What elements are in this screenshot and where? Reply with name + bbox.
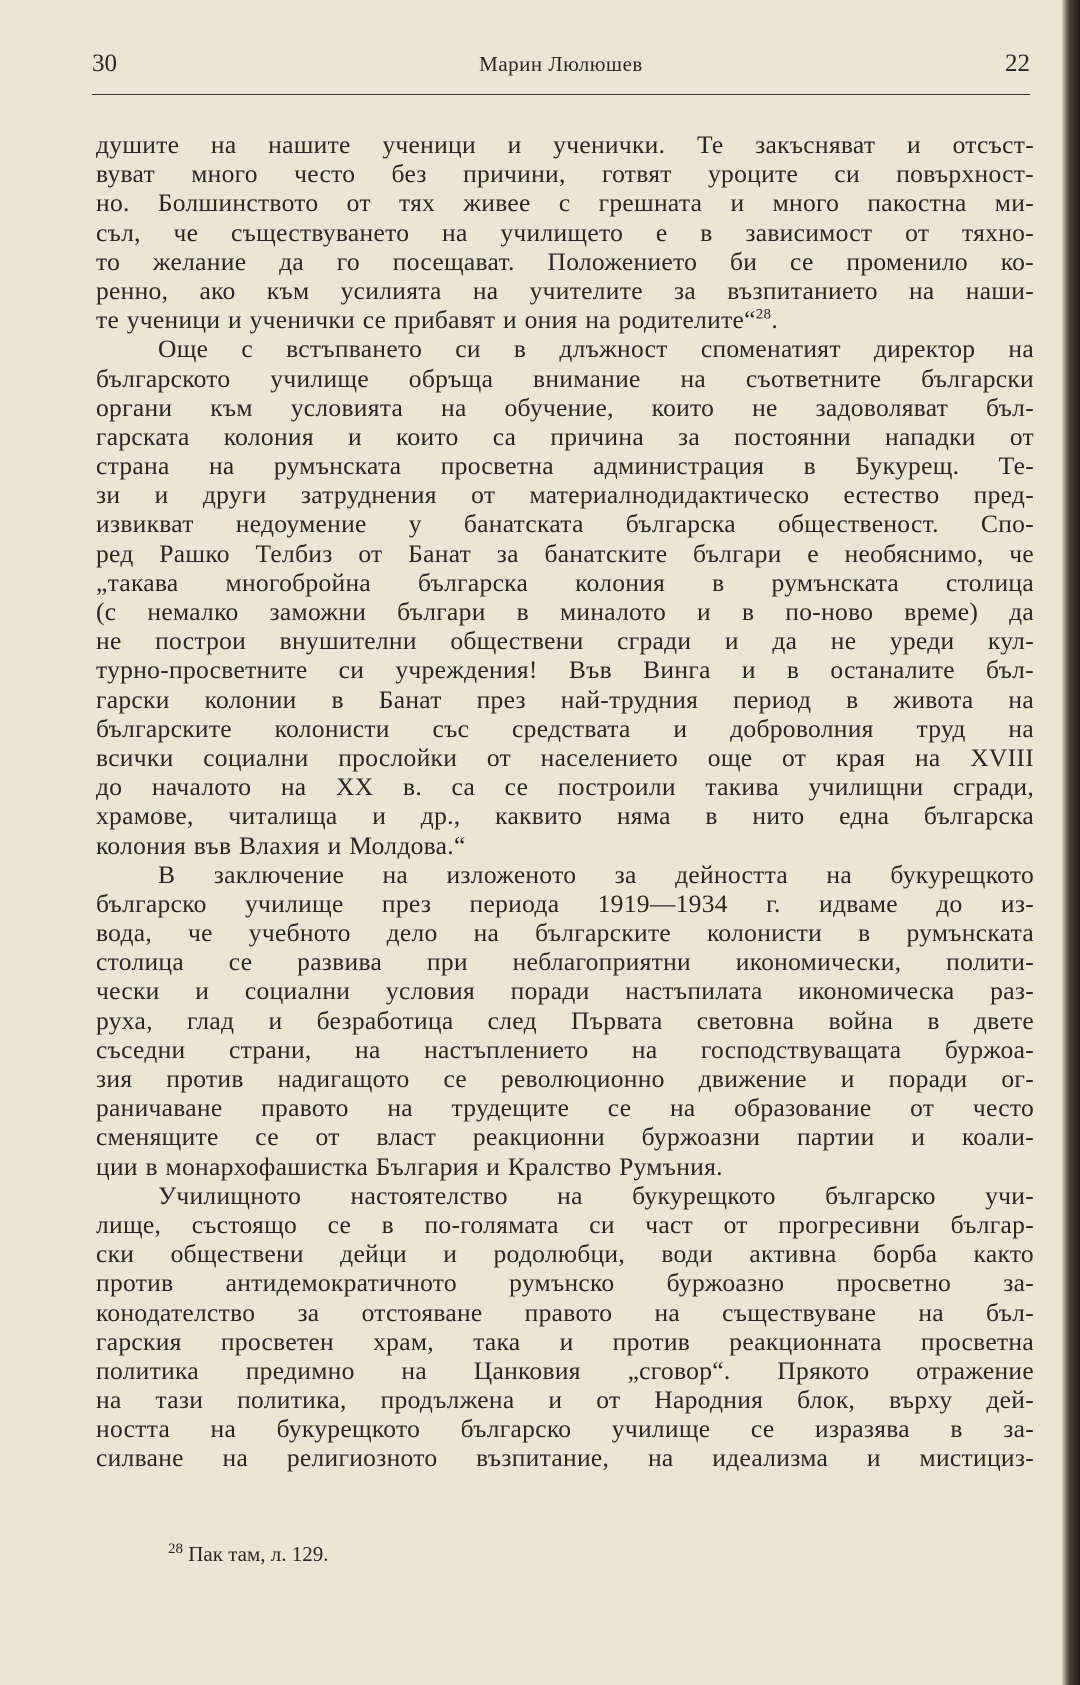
text-line: колония във Влахия и Молдова.“ xyxy=(96,830,466,860)
text-line: силване на религиозното възпитание, на идеализма и мистициз- xyxy=(96,1443,1034,1473)
paragraph-start-line: Училищното настоятелство на букурещкото българско учи- xyxy=(158,1180,1034,1210)
text-line: българското училище обръща внимание на съответните български xyxy=(96,363,1034,393)
text-line: извикват недоумение у банатската българска общественост. Спо- xyxy=(96,509,1034,539)
text-line: ред Рашко Телбиз от Банат за банатските българи е необяснимо, че xyxy=(96,538,1034,568)
footnote-reference: 28 xyxy=(755,306,772,323)
text-line: българско училище през периода 1919—1934 г. идваме до из- xyxy=(96,888,1034,918)
text-line: руха, глад и безработица след Първата световна война в двете xyxy=(96,1005,1034,1035)
text-line: до началото на XX в. са се построили такива училищни сгради, xyxy=(96,772,1034,802)
text-line: ността на букурещкото българско училище се изразява в за- xyxy=(96,1414,1034,1444)
text-line: душите на нашите ученици и ученички. Те закъсняват и отсъст- xyxy=(96,130,1034,159)
text-line: лище, състоящо се в по-голямата си част от прогресивни българ- xyxy=(96,1209,1034,1239)
footnote-marker: 28 xyxy=(168,1541,183,1557)
running-title: Марин Люлюшев xyxy=(479,52,643,76)
text-line: ренно, ако към усилията на учителите за възпитанието на наши- xyxy=(96,275,1034,305)
text-line: съседни страни, на настъплението на господствуващата буржоа- xyxy=(96,1034,1034,1064)
page-header xyxy=(92,50,1030,90)
text-line: гарски колонии в Банат през най-трудния период в живота на xyxy=(96,684,1034,714)
text-line: турно-просветните си учреждения! Във Винга и в останалите бъл- xyxy=(96,655,1034,685)
text-line: те ученици и ученички се прибавят и ония на родителите“$^{28}$. xyxy=(96,305,779,335)
text-line: но. Болшинството от тях живее с грешната и много пакостна ми- xyxy=(96,188,1034,218)
text-line: зия против надигащото се революционно движение и поради ог- xyxy=(96,1064,1034,1093)
text-line: българските колонисти със средствата и доброволния труд на xyxy=(96,713,1034,743)
text-line: гарската колония и които са причина за постоянни нападки от xyxy=(96,421,1034,451)
text-line: то желание да го посещават. Положението би се променило ко- xyxy=(96,246,1034,276)
text-line: зи и други затруднения от материалнодидактическо естество пред- xyxy=(96,480,1034,510)
page-edge xyxy=(1062,0,1080,1685)
text-line: сменящите се от власт реакционни буржоазни партии и коали- xyxy=(96,1122,1034,1152)
text-line: храмове, читалища и др., каквито няма в нито една българска xyxy=(96,801,1034,831)
text-line: чески и социални условия поради настъпилата икономическа раз- xyxy=(96,976,1034,1006)
text-line: (с немалко заможни българи в миналото и в по-ново време) да xyxy=(96,597,1034,626)
text-line: против антидемократичното румънско буржоазно просветно за- xyxy=(96,1268,1034,1298)
text-line: на тази политика, продължена и от Народния блок, върху дей- xyxy=(96,1385,1034,1415)
text-line: столица се развива при неблагоприятни икономически, полити- xyxy=(96,947,1034,977)
body-text xyxy=(96,130,1034,1473)
text-line: съл, че съществуването на училището е в зависимост от тяхно- xyxy=(96,217,1034,247)
text-line: ции в монархофашистка България и Кралство Румъния. xyxy=(96,1151,723,1181)
paragraph-start-line: В заключение на изложеното за дейността на букурещкото xyxy=(158,859,1034,889)
footnote xyxy=(168,1540,328,1568)
text-line: не построи внушителни обществени сгради и да не уреди кул- xyxy=(96,626,1034,656)
text-line: конодателство за отстояване правото на съществуване на бъл- xyxy=(96,1297,1034,1327)
text-line: ски обществени дейци и родолюбци, води активна борба както xyxy=(96,1239,1034,1269)
text-line: гарския просветен храм, така и против реакционната просветна xyxy=(96,1326,1034,1356)
text-line: „такава многобройна българска колония в румънската столица xyxy=(96,567,1034,597)
text-line: органи към условията на обучение, които не задоволяват бъл- xyxy=(96,392,1034,422)
text-line: всички социални прослойки от населението още от края на XVIII xyxy=(96,742,1034,772)
page-number: 30 xyxy=(92,50,117,77)
text-line: раничаване правото на трудещите се на образование от често xyxy=(96,1093,1034,1123)
text-line-content: те ученици и ученички се прибавят и ония на родителите“ xyxy=(96,305,756,335)
footnote-text: Пак там, л. 129. xyxy=(183,1542,329,1566)
text-line: политика предимно на Цанковия „сговор“. Прякото отражение xyxy=(96,1355,1034,1385)
text-line: страна на румънската просветна администрация в Букурещ. Те- xyxy=(96,451,1034,481)
header-rule xyxy=(92,94,1030,95)
text-line: вуват много често без причини, готвят уроците си повърхност- xyxy=(96,159,1034,189)
section-number: 22 xyxy=(1005,50,1030,77)
paragraph-start-line: Още с встъпването си в длъжност споменатият директор на xyxy=(158,334,1034,364)
text-line: вода, че учебното дело на българските колонисти в румънската xyxy=(96,918,1034,948)
